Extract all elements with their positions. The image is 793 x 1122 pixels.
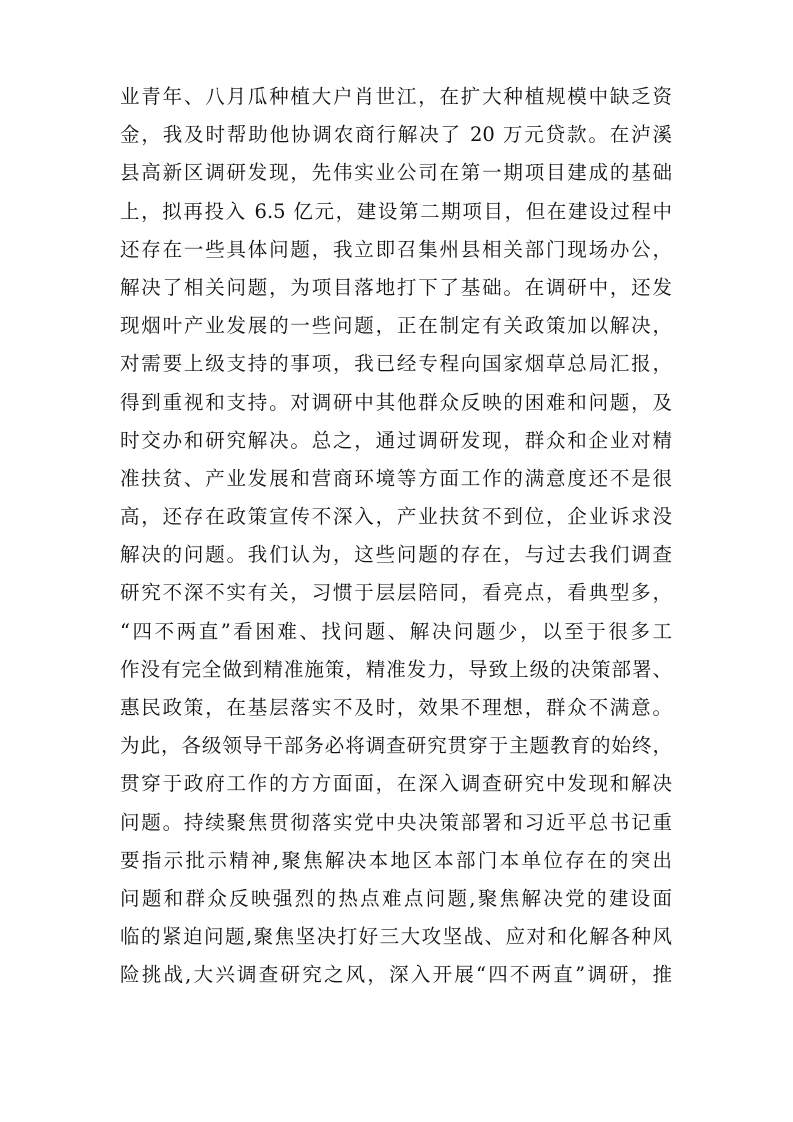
text-line: 为此，各级领导干部务必将调查研究贯穿于主题教育的始终， [120,734,672,758]
text-line: 作没有完全做到精准施策，精准发力，导致上级的决策部署、 [120,657,672,681]
text-line: 临的紧迫问题,聚焦坚决打好三大攻坚战、应对和化解各种风 [120,925,672,949]
text-line: 高，还存在政策宣传不深入，产业扶贫不到位，企业诉求没 [120,505,672,529]
text-line: “四不两直”看困难、找问题、解决问题少，以至于很多工 [120,619,672,643]
text-line: 上，拟再投入 6.5 亿元，建设第二期项目，但在建设过程中 [120,199,672,223]
text-line: 要指示批示精神,聚焦解决本地区本部门本单位存在的突出 [120,848,672,872]
text-line: 解决了相关问题，为项目落地打下了基础。在调研中，还发 [120,275,672,299]
text-line: 时交办和研究解决。总之，通过调研发现，群众和企业对精 [120,428,672,452]
text-line: 对需要上级支持的事项，我已经专程向国家烟草总局汇报， [120,352,672,376]
text-line: 得到重视和支持。对调研中其他群众反映的困难和问题，及 [120,390,672,414]
text-line: 问题和群众反映强烈的热点难点问题,聚焦解决党的建设面 [120,886,672,910]
text-line: 现烟叶产业发展的一些问题，正在制定有关政策加以解决， [120,314,672,338]
text-line: 准扶贫、产业发展和营商环境等方面工作的满意度还不是很 [120,466,672,490]
text-line: 解决的问题。我们认为，这些问题的存在，与过去我们调查 [120,543,672,567]
text-line: 惠民政策，在基层落实不及时，效果不理想，群众不满意。 [120,696,672,719]
text-line: 研究不深不实有关，习惯于层层陪同，看亮点，看典型多， [120,581,672,605]
text-line: 金，我及时帮助他协调农商行解决了 20 万元贷款。在泸溪 [120,123,672,147]
text-line: 县高新区调研发现，先伟实业公司在第一期项目建成的基础 [120,161,672,185]
document-body [120,78,672,995]
text-line: 险挑战,大兴调查研究之风，深入开展“四不两直”调研，推 [120,963,672,987]
text-line: 问题。持续聚焦贯彻落实党中央决策部署和习近平总书记重 [120,810,672,834]
text-line: 贯穿于政府工作的方方面面，在深入调查研究中发现和解决 [120,772,672,796]
text-line: 还存在一些具体问题，我立即召集州县相关部门现场办公， [120,237,672,261]
text-line: 业青年、八月瓜种植大户肖世江，在扩大种植规模中缺乏资 [120,85,672,108]
